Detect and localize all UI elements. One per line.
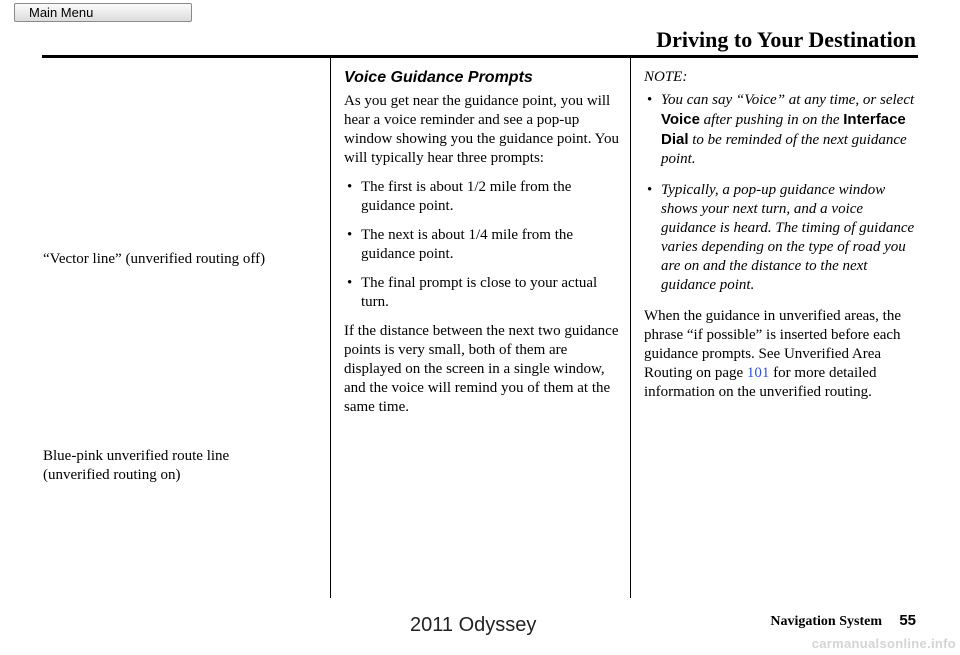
column-divider-left (330, 58, 331, 598)
note-text: to be reminded of the next guidance point. (661, 132, 907, 167)
unverified-paragraph (644, 307, 919, 402)
note-item (644, 91, 919, 169)
closing-paragraph: If the distance between the next two guidance points is very small, both of them are displayed on the screen in a single window, and the voice will remind you of them at the same time. (344, 323, 619, 415)
footer-section-name: Navigation System (770, 614, 882, 629)
route-line-caption-line1: Blue-pink unverified route line (43, 448, 230, 464)
note-item: • Typically, a pop-up guidance window shows your next turn, and a voice guidance is heard. The timing of guidance varies depending on the type of road you are on and the distance to the next guidance point. (644, 181, 919, 295)
list-item: • The final prompt is close to your actual turn. (344, 274, 619, 312)
voice-term: Voice (661, 111, 700, 128)
interface-dial-term: Interface Dial (661, 111, 906, 148)
voice-guidance-column (344, 68, 619, 427)
route-line-caption-line2: (unverified routing on) (43, 467, 181, 483)
list-item: • The next is about 1/4 mile from the guidance point. (344, 226, 619, 264)
watermark: carmanualsonline.info (811, 636, 956, 651)
list-item: • The first is about 1/2 mile from the guidance point. (344, 178, 619, 216)
column-divider-right (630, 58, 631, 598)
section-heading: Voice Guidance Prompts (344, 69, 533, 86)
main-menu-button[interactable]: Main Menu (14, 3, 192, 22)
note-column (644, 68, 919, 412)
title-underline (42, 55, 918, 58)
model-label: 2011 Odyssey (410, 614, 537, 636)
intro-paragraph: As you get near the guidance point, you will hear a voice reminder and see a pop-up window showing you the guidance point. You will typically hear three prompts: (344, 93, 619, 166)
paragraph-text: for more detailed information on the unverified routing. (644, 365, 877, 400)
note-text: You can say “Voice” at any time, or select (661, 92, 915, 108)
route-line-caption (43, 447, 229, 485)
vector-line-caption: “Vector line” (unverified routing off) (43, 251, 266, 267)
note-text: after pushing in on the (699, 112, 844, 128)
page-title: Driving to Your Destination (656, 27, 916, 52)
paragraph-text: When the guidance in unverified areas, the phrase “if possible” is inserted before each guidance prompts. See Unverified Area Routing on page (644, 308, 901, 381)
prompt-list (344, 178, 619, 312)
note-label: NOTE: (644, 69, 688, 85)
note-list (644, 91, 919, 295)
page-link[interactable]: 101 (746, 365, 770, 381)
page-number: 55 (899, 612, 916, 629)
